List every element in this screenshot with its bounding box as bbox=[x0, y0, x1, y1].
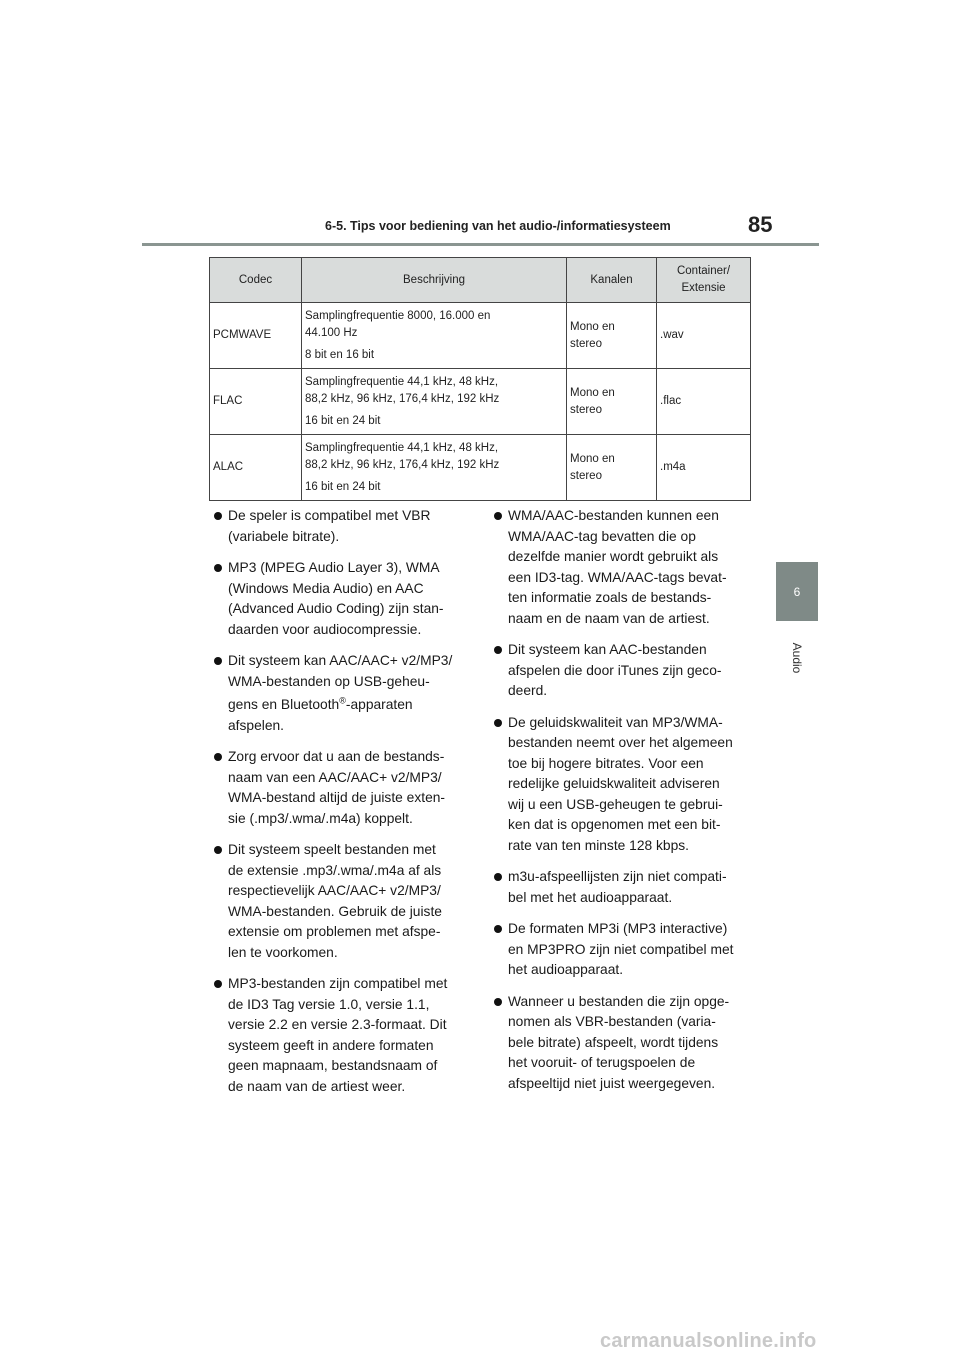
channels-cell bbox=[567, 303, 657, 369]
bullet-item bbox=[494, 992, 734, 1095]
bullet-line: Dit systeem speelt bestanden met bbox=[228, 842, 436, 857]
bullet-line: MP3 (MPEG Audio Layer 3), WMA bbox=[228, 560, 440, 575]
bullet-line: een ID3-tag. WMA/AAC-tags bevat- bbox=[508, 569, 727, 585]
channels-cell bbox=[567, 369, 657, 435]
header-container bbox=[657, 258, 751, 303]
bullet-line: afspelen. bbox=[228, 717, 284, 733]
channels-cell bbox=[567, 435, 657, 501]
section-title: 6-5. Tips voor bediening van het audio-/informatiesysteem bbox=[325, 219, 671, 233]
codec-table bbox=[209, 257, 751, 501]
channels-line: stereo bbox=[570, 403, 602, 416]
bullet-dot-icon bbox=[214, 512, 222, 520]
bullet-item bbox=[494, 640, 734, 702]
bullet-line: Dit systeem kan AAC-bestanden bbox=[508, 642, 707, 657]
bullet-item bbox=[214, 558, 454, 640]
desc-line: 88,2 kHz, 96 kHz, 176,4 kHz, 192 kHz bbox=[305, 392, 500, 405]
header-container-line2: Extensie bbox=[681, 282, 726, 294]
bullet-line: ten informatie zoals de bestands- bbox=[508, 590, 712, 605]
bullet-line: daarden voor audiocompressie. bbox=[228, 621, 422, 637]
bullet-line: De speler is compatibel met VBR bbox=[228, 508, 431, 523]
header-channels: Kanalen bbox=[567, 258, 657, 303]
table-row bbox=[210, 435, 751, 501]
bullet-dot-icon bbox=[494, 646, 502, 654]
registered-mark: ® bbox=[339, 695, 346, 706]
bullet-line: de ID3 Tag versie 1.0, versie 1.1, bbox=[228, 996, 430, 1012]
description-cell bbox=[302, 369, 567, 435]
bullet-item bbox=[214, 840, 454, 963]
bullet-text: gens en Bluetooth bbox=[228, 697, 340, 712]
bullet-dot-icon bbox=[494, 873, 502, 881]
bullet-line: deerd. bbox=[508, 683, 548, 698]
bullet-line: naam en de naam van de artiest. bbox=[508, 610, 710, 626]
bullet-line: toe bij hogere bitrates. Voor een bbox=[508, 755, 704, 771]
bullet-line: Dit systeem kan AAC/AAC+ v2/MP3/ bbox=[228, 653, 453, 668]
bullet-line: respectievelijk AAC/AAC+ v2/MP3/ bbox=[228, 883, 441, 898]
desc-line: 8 bit en 16 bit bbox=[305, 348, 375, 361]
bullet-line: nomen als VBR-bestanden (varia- bbox=[508, 1014, 716, 1029]
header-codec: Codec bbox=[210, 258, 302, 303]
codec-cell: ALAC bbox=[210, 435, 302, 501]
bullet-item bbox=[494, 919, 734, 981]
bullet-line: en MP3PRO zijn niet compatibel met bbox=[508, 941, 734, 957]
bullet-line: de extensie .mp3/.wma/.m4a af als bbox=[228, 862, 442, 878]
desc-line: 16 bit en 24 bit bbox=[305, 480, 381, 493]
desc-line: Samplingfrequentie 44,1 kHz, 48 kHz, bbox=[305, 375, 499, 388]
bullet-dot-icon bbox=[214, 753, 222, 761]
page-number: 85 bbox=[748, 212, 773, 237]
desc-line: Samplingfrequentie 44,1 kHz, 48 kHz, bbox=[305, 441, 499, 454]
bullet-item bbox=[214, 506, 454, 547]
bullet-dot-icon bbox=[494, 925, 502, 933]
bullet-line: afspeeltijd niet juist weergegeven. bbox=[508, 1075, 716, 1091]
bullet-line: rate van ten minste 128 kbps. bbox=[508, 837, 689, 853]
bullet-dot-icon bbox=[494, 512, 502, 520]
bullet-line: (variabele bitrate). bbox=[228, 528, 340, 544]
chapter-label: Audio bbox=[790, 642, 804, 674]
watermark: carmanualsonline.info bbox=[600, 1330, 817, 1352]
bullet-line: extensie om problemen met afspe- bbox=[228, 924, 441, 939]
bullet-line bbox=[228, 695, 454, 716]
bullet-line: De geluidskwaliteit van MP3/WMA- bbox=[508, 714, 723, 730]
channels-line: stereo bbox=[570, 337, 602, 350]
desc-line: 88,2 kHz, 96 kHz, 176,4 kHz, 192 kHz bbox=[305, 458, 500, 471]
bullet-line: het vooruit- of terugspoelen de bbox=[508, 1055, 696, 1070]
channels-line: Mono en bbox=[570, 386, 615, 399]
desc-line: Samplingfrequentie 8000, 16.000 en bbox=[305, 309, 491, 322]
bullet-item bbox=[494, 713, 734, 857]
bullet-line: versie 2.2 en versie 2.3-formaat. Dit bbox=[228, 1017, 447, 1032]
bullet-line: WMA-bestand altijd de juiste exten- bbox=[228, 790, 446, 805]
bullet-line: systeem geeft in andere formaten bbox=[228, 1037, 434, 1053]
bullet-line: len te voorkomen. bbox=[228, 944, 338, 960]
desc-line: 44.100 Hz bbox=[305, 326, 358, 339]
codec-cell: PCMWAVE bbox=[210, 303, 302, 369]
extension-cell: .flac bbox=[657, 369, 751, 435]
bullet-line: MP3-bestanden zijn compatibel met bbox=[228, 976, 448, 991]
header-description: Beschrijving bbox=[302, 258, 567, 303]
right-column bbox=[494, 506, 734, 1105]
bullet-dot-icon bbox=[494, 719, 502, 727]
bullet-dot-icon bbox=[214, 846, 222, 854]
bullet-item bbox=[494, 867, 734, 908]
bullet-line: redelijke geluidskwaliteit adviseren bbox=[508, 776, 720, 791]
left-column bbox=[214, 506, 454, 1108]
bullet-line: WMA-bestanden. Gebruik de juiste bbox=[228, 903, 442, 919]
bullet-line: geen mapnaam, bestandsnaam of bbox=[228, 1058, 438, 1073]
chapter-tab bbox=[776, 562, 818, 621]
bullet-dot-icon bbox=[214, 564, 222, 572]
bullet-line: bele bitrate) afspeelt, wordt tijdens bbox=[508, 1034, 719, 1050]
bullet-line: afspelen die door iTunes zijn geco- bbox=[508, 662, 722, 678]
header-rule bbox=[142, 243, 819, 246]
bullet-line: de naam van de artiest weer. bbox=[228, 1078, 406, 1094]
channels-line: stereo bbox=[570, 469, 602, 482]
bullet-line: bel met het audioapparaat. bbox=[508, 889, 673, 905]
bullet-item bbox=[214, 747, 454, 829]
bullet-line: (Windows Media Audio) en AAC bbox=[228, 580, 424, 596]
bullet-dot-icon bbox=[494, 998, 502, 1006]
bullet-line: ken dat is opgenomen met een bit- bbox=[508, 817, 721, 832]
table-row bbox=[210, 369, 751, 435]
extension-cell: .wav bbox=[657, 303, 751, 369]
description-cell bbox=[302, 435, 567, 501]
description-cell bbox=[302, 303, 567, 369]
bullet-line: het audioapparaat. bbox=[508, 962, 624, 977]
table-header-row bbox=[210, 258, 751, 303]
bullet-item bbox=[214, 651, 454, 736]
bullet-line: naam van een AAC/AAC+ v2/MP3/ bbox=[228, 769, 442, 785]
header-container-line1: Container/ bbox=[676, 265, 731, 277]
table-row bbox=[210, 303, 751, 369]
bullet-text: -apparaten bbox=[345, 697, 413, 712]
channels-line: Mono en bbox=[570, 320, 615, 333]
bullet-item bbox=[494, 506, 734, 629]
codec-cell: FLAC bbox=[210, 369, 302, 435]
bullet-line: wij u een USB-geheugen te gebrui- bbox=[508, 796, 723, 812]
bullet-line: De formaten MP3i (MP3 interactive) bbox=[508, 921, 728, 936]
channels-line: Mono en bbox=[570, 452, 615, 465]
bullet-line: dezelfde manier wordt gebruikt als bbox=[508, 549, 719, 564]
desc-line: 16 bit en 24 bit bbox=[305, 414, 381, 427]
bullet-line: Zorg ervoor dat u aan de bestands- bbox=[228, 749, 445, 764]
bullet-dot-icon bbox=[214, 980, 222, 988]
bullet-line: (Advanced Audio Coding) zijn stan- bbox=[228, 601, 444, 616]
chapter-number: 6 bbox=[793, 584, 801, 599]
bullet-line: Wanneer u bestanden die zijn opge- bbox=[508, 993, 730, 1009]
bullet-line: m3u-afspeellijsten zijn niet compati- bbox=[508, 869, 727, 884]
bullet-line: sie (.mp3/.wma/.m4a) koppelt. bbox=[228, 810, 413, 826]
bullet-line: WMA/AAC-bestanden kunnen een bbox=[508, 508, 719, 523]
bullet-line: bestanden neemt over het algemeen bbox=[508, 735, 733, 750]
bullet-item bbox=[214, 974, 454, 1097]
bullet-dot-icon bbox=[214, 657, 222, 665]
extension-cell: .m4a bbox=[657, 435, 751, 501]
bullet-line: WMA-bestanden op USB-geheu- bbox=[228, 673, 430, 689]
bullet-line: WMA/AAC-tag bevatten die op bbox=[508, 528, 696, 544]
